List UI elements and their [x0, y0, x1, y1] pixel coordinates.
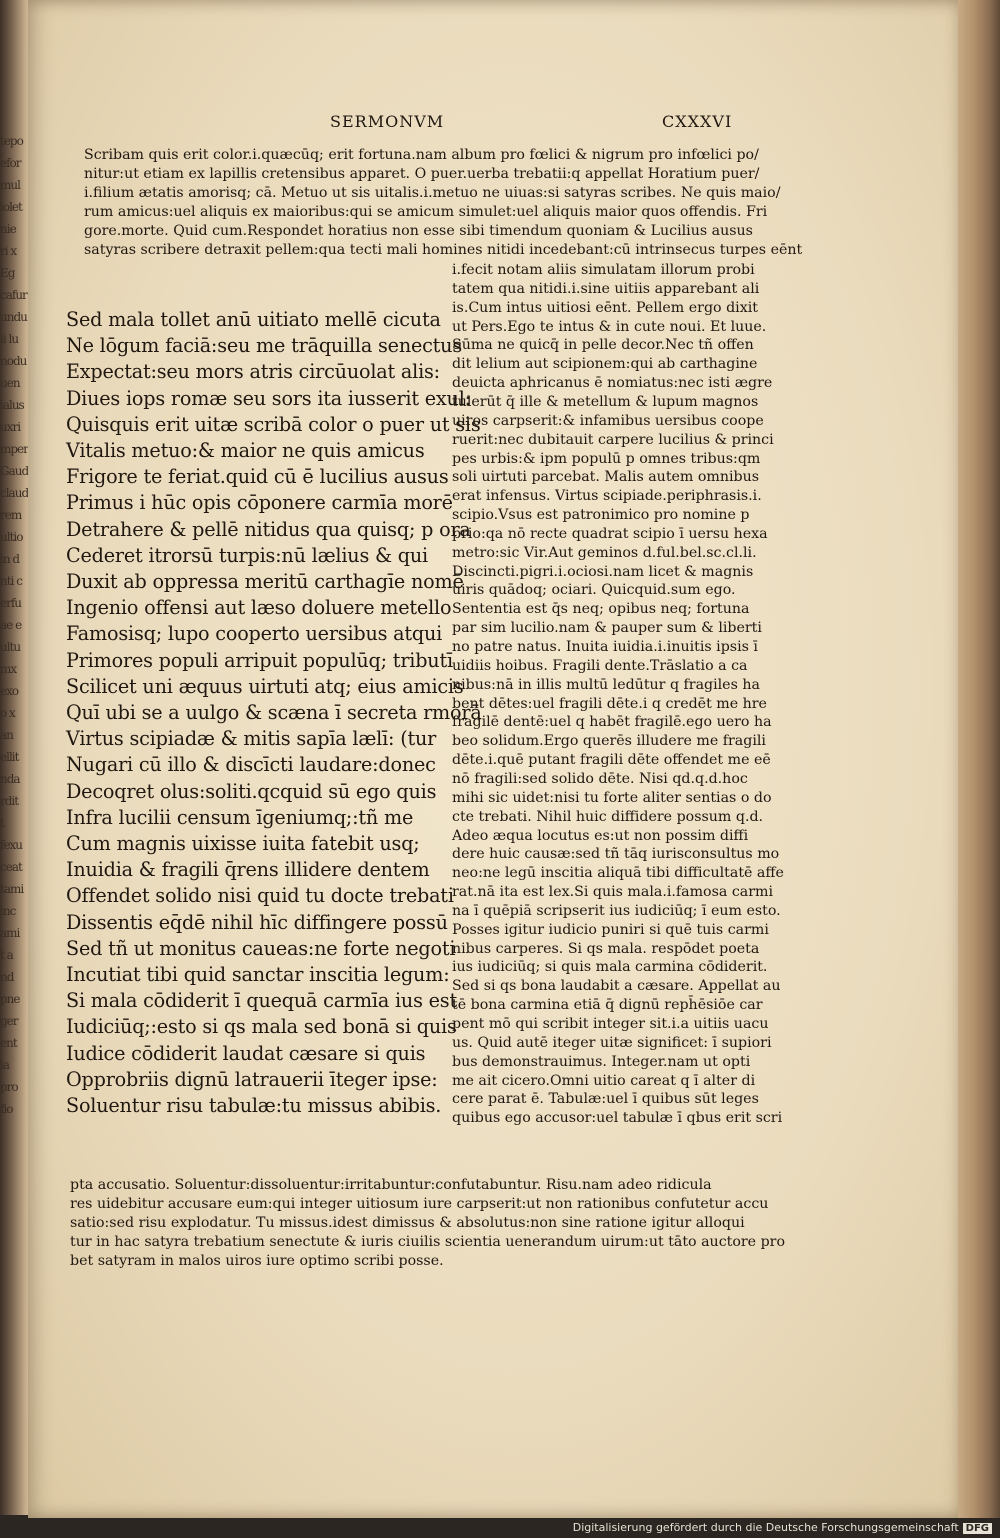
gloss-line: pes urbis:& ipm populū p omnes tribus:qm	[452, 450, 761, 467]
left-page-fragment: t a	[0, 948, 13, 962]
left-page-fragment: in d	[0, 552, 20, 566]
gloss-line: cte trebati. Nihil huic diffidere possum q.d.	[452, 808, 764, 825]
commentary-line: res uidebitur accusare eum:qui integer uitiosum iure carpserit:ut non rationibus confutetur accu	[70, 1196, 769, 1212]
gloss-line: is.Cum intus uitiosi eēnt. Pellem ergo dixit	[452, 299, 758, 316]
gloss-line: i.fecit notam aliis simulatam illorum probi	[452, 262, 755, 278]
gloss-line: erat infensus. Virtus scipiade.periphrasis.i.	[452, 488, 762, 505]
left-page-fragment: la	[0, 1058, 9, 1072]
verse-line: Famosisq; lupo cooperto uersibus atqui	[66, 622, 443, 646]
verse-line: Virtus scipiadæ & mitis sapīa lælī: (tur	[66, 727, 437, 751]
gloss-line: dere huic causæ:sed tñ tāq iurisconsultus mo	[452, 846, 780, 863]
gloss-line: neo:ne legū inscitia aliquā tibi difficultatē affe	[452, 865, 784, 882]
left-page-fragment: mul	[0, 178, 20, 192]
verse-line: Primus i hūc opis cōponere carmīa morē	[66, 491, 453, 515]
left-page-fragment: ialus	[0, 398, 24, 412]
gloss-line: Sententia est q̄s neq; opibus neq; fortuna	[452, 601, 750, 618]
verse-line: Diues iops romæ seu sors ita iusserit exul:	[66, 386, 471, 410]
left-page-fragment: t	[0, 816, 4, 830]
gloss-line: Sūma ne quicq̄ in pelle decor.Nec tñ offen	[452, 337, 754, 354]
left-page-fragment: rem	[0, 508, 22, 522]
fore-edge	[958, 0, 1000, 1518]
verse-line: Soluentur risu tabulæ:tu missus abibis.	[66, 1094, 442, 1117]
folio-number: CXXXVI	[662, 112, 733, 131]
left-page-fragment: pro	[0, 1080, 18, 1094]
gloss-line: Posses igitur iudicio puniri si quē tuis carmi	[452, 921, 769, 938]
left-page-fragment: nda	[0, 772, 20, 786]
gloss-line: bus demonstrauimus. Integer.nam ut opti	[452, 1053, 751, 1070]
gloss-line: par sim lucilio.nam & pauper sum & liberti	[452, 620, 762, 637]
gloss-line: cere parat ē. Tabulæ:uel ī quibus sūt leges	[452, 1091, 759, 1108]
verse-line: Opprobriis dignū latrauerii īteger ipse:	[66, 1067, 438, 1091]
verse-line: Dissentis eq̄dē nihil hīc diffingere possū	[66, 910, 448, 934]
verse-line: Iudice cōdiderit laudat cæsare si quis	[66, 1041, 426, 1065]
dfg-logo: DFG	[963, 1523, 992, 1534]
commentary-line: i.filium ætatis amorisq; cā. Metuo ut sis uitalis.i.metuo ne uiuas:si satyras scribes. Ne quis maio/	[84, 184, 781, 201]
gloss-line: uiris quādoq; ociari. Quicquid.sum ego.	[452, 582, 736, 599]
verse-line: Incutiat tibi quid sanctar inscitia legum:	[66, 963, 450, 986]
left-page-fragment: ae e	[0, 618, 22, 632]
left-page-fragment: tepo	[0, 134, 23, 148]
verse-line: Quisquis erit uitæ scribā color o puer ut sis	[66, 412, 481, 436]
left-page-fragment: ellit	[0, 750, 19, 764]
verse-line: Inuidia & fragili q̄rens illidere dentem	[66, 858, 430, 882]
left-page-fragment: Eg	[0, 266, 15, 280]
gloss-line: Adeo æqua locutus es:ut non possim diffi	[452, 827, 749, 844]
left-page-fragment: inc	[0, 904, 16, 918]
gloss-line: ut Pers.Ego te intus & in cute noui. Et luue.	[452, 318, 767, 335]
verse-line: Nugari cū illo & discīcti laudare:donec	[66, 753, 436, 777]
left-page-fragment: claud	[0, 486, 29, 500]
left-page-fragment: tami	[0, 882, 24, 896]
left-page-fragment: efor	[0, 156, 21, 170]
left-page-fragment: pne	[0, 992, 20, 1006]
gloss-line: uiros carpserit:& infamibus uersibus coope	[452, 412, 764, 429]
gloss-line: mihi sic uidet:nisi tu forte aliter sentias o do	[452, 789, 772, 806]
verse-line: Duxit ab oppressa meritū carthagīe nomē	[66, 570, 464, 593]
verse-line: Infra lucilii censum īgeniumq;:tñ me	[66, 805, 414, 829]
commentary-line: tur in hac satyra trebatium senectute & iuris ciuilis scientia uenerandum uirum:ut tāto auctore pro	[70, 1234, 785, 1250]
gloss-line: Discincti.pigri.i.ociosi.nam licet & magnis	[452, 563, 754, 580]
left-page-fragment: nd	[0, 970, 14, 984]
left-page-fragment: uen	[0, 376, 20, 390]
left-page-fragment: rdit	[0, 794, 19, 808]
gloss-line: beo solidum.Ergo querēs illudere me fragili	[452, 733, 766, 750]
commentary-line: rum amicus:uel aliquis ex maioribus:qui se amicum simulet:uel aliquis maior quos offendis. Fri	[84, 203, 768, 220]
left-page-fragment: ceat	[0, 860, 22, 874]
gloss-line: scipio.Vsus est patronimico pro nomine p	[452, 507, 750, 524]
left-page-fragment: nti c	[0, 574, 22, 588]
gloss-line: metro:sic Vir.Aut geminos d.ful.bel.sc.cl.li.	[452, 544, 757, 561]
left-page-fragment: iolet	[0, 200, 22, 214]
left-page-fragment: Gaud	[0, 464, 29, 478]
verse-line: Quī ubi se a uulgo & scæna ī secreta rmorā	[66, 701, 482, 724]
commentary-line: bet satyram in malos uiros iure optimo scribi posse.	[70, 1253, 444, 1269]
gloss-line: prio:qa nō recte quadrat scipio ī uersu hexa	[452, 525, 768, 542]
left-page-fragment: ultio	[0, 530, 23, 544]
gloss-line: us. Quid autē iteger uitæ significet: ī supiori	[452, 1034, 772, 1051]
commentary-line: nitur:ut etiam ex lapillis cretensibus apparet. O puer.uerba trebatii:q appellat Horatium puer/	[84, 165, 760, 182]
gloss-line: fragilē dentē:uel q habēt fragilē.ego uero ha	[452, 714, 772, 731]
verse-line: Iudiciūq;:esto si qs mala sed bonā si quis	[66, 1015, 457, 1039]
gloss-line: nibus:nā in illis multū ledūtur q fragiles ha	[452, 676, 760, 693]
gloss-line: Sed si qs bona laudabit a cæsare. Appellat au	[452, 978, 781, 995]
verse-line: Sed tñ ut monitus caueas:ne forte negoti	[66, 936, 456, 960]
left-page-fragment: fio	[0, 1102, 13, 1116]
left-page-fragment: ultu	[0, 640, 21, 654]
verse-line: Ne lōgum faciā:seu me trāquilla senectus	[66, 334, 462, 358]
left-page-fragment: mx	[0, 662, 17, 676]
verse-line: Offendet solido nisi quid tu docte trebati	[66, 884, 454, 908]
gloss-line: me ait cicero.Omni uitio careat q ī alter di	[452, 1072, 756, 1089]
gloss-line: deuicta aphricanus ē nomiatus:nec isti ægre	[452, 375, 773, 392]
credit-text: Digitalisierung gefördert durch die Deutsche Forschungsgemeinschaft	[572, 1521, 959, 1534]
left-page-fragment: ri x	[0, 244, 17, 258]
verse-line: Cederet itrorsū turpis:nū lælius & qui	[66, 543, 428, 567]
gloss-line: na ī quēpiā scripserit ius iudiciūq; ī eum esto.	[452, 902, 781, 919]
gloss-line: ruerit:nec dubitauit carpere lucilius & princi	[452, 431, 774, 448]
left-page-fragment: ger	[0, 1014, 18, 1028]
left-page-fragment: ii lu	[0, 332, 19, 346]
gloss-line: ius iudiciūq; si quis mala carmina cōdiderit.	[452, 959, 768, 976]
left-page-fragment: undu	[0, 310, 27, 324]
gloss-line: soli uirtuti parcebat. Malis autem omnibus	[452, 469, 760, 486]
gloss-line: no patre natus. Inuita iuidia.i.inuitis ipsis ī	[452, 639, 758, 655]
gloss-line: bent dētes:uel fragili dēte.i q credēt me hre	[452, 695, 767, 712]
verse-line: Detrahere & pellē nitidus qua quisq; p ora	[66, 517, 471, 541]
verse-line: Si mala cōdiderit ī quequā carmīa ius est	[66, 989, 457, 1013]
verse-line: Cum magnis uixisse iuita fatebit usq;	[66, 832, 420, 855]
verse-line: Primores populi arripuit populūq; tributī	[66, 648, 453, 672]
left-page-fragment: exo	[0, 684, 19, 698]
left-page-fragment: fexu	[0, 838, 23, 852]
left-page-fragment: ami	[0, 926, 20, 940]
verse-line: Ingenio offensi aut læso doluere metello	[66, 596, 452, 620]
gloss-line: tatem qua nitidi.i.sine uitiis apparebant ali	[452, 280, 760, 297]
gloss-line: quibus ego accusor:uel tabulæ ī qbus erit scri	[452, 1110, 783, 1127]
left-page-fragment: nie	[0, 222, 16, 236]
funding-credit	[573, 1521, 992, 1534]
gloss-line: dēte.i.quē putant fragili dēte offendet me eē	[452, 752, 771, 769]
gloss-line: dit lelium aut scipionem:qui ab carthagine	[452, 356, 758, 373]
gloss-line: tē bona carmina etiā q̄ dignū reph̄ēsiōe car	[452, 997, 763, 1014]
commentary-line: satyras scribere detraxit pellem:qua tecti mali homines nitidi incedebant:cū intrinsecus turpes eēnt	[84, 241, 803, 258]
commentary-line: pta accusatio. Soluentur:dissoluentur:irritabuntur:confutabuntur. Risu.nam adeo ridicula	[70, 1177, 712, 1193]
left-page-fragment: an	[0, 728, 13, 742]
gloss-line: rat.nā ita est lex.Si quis mala.i.famosa carmi	[452, 884, 774, 901]
verse-line: Expectat:seu mors atris circūuolat alis:	[66, 360, 440, 384]
gloss-line: tulerūt q̄ ille & metellum & lupum magnos	[452, 393, 759, 410]
gloss-line: pent mō qui scribit integer sit.i.a uitiis uacu	[452, 1016, 769, 1032]
left-page-fragment: uxri	[0, 420, 21, 434]
gloss-line: nō fragili:sed solido dēte. Nisi qd.q.d.hoc	[452, 770, 748, 787]
verse-line: Scilicet uni æquus uirtuti atq; eius amicis	[66, 674, 464, 698]
gloss-line: uidiis hoibus. Fragili dente.Trāslatio a ca	[452, 657, 748, 674]
verse-line: Decoqret olus:soliti.qcquid sū ego quis	[66, 779, 437, 803]
commentary-line: gore.morte. Quid cum.Respondet horatius non esse sibi timendum quoniam & Lucilius ausus	[84, 222, 753, 239]
left-page-fragment: cafur	[0, 288, 27, 302]
left-page-fragment: erfu	[0, 596, 22, 610]
verse-line: Sed mala tollet anū uitiato mellē cicuta	[66, 308, 441, 331]
left-page-fragment: nodu	[0, 354, 27, 368]
commentary-line: satio:sed risu explodatur. Tu missus.idest dimissus & absolutus:non sine ratione igitur alloqui	[70, 1215, 745, 1231]
verse-line: Vitalis metuo:& maior ne quis amicus	[66, 439, 425, 462]
commentary-line: Scribam quis erit color.i.quæcūq; erit fortuna.nam album pro fœlici & nigrum pro infœlici po/	[84, 147, 759, 163]
left-page-fragment: o x	[0, 706, 15, 720]
running-head: SERMONVM	[330, 112, 445, 131]
verse-line: Frigore te feriat.quid cū ē lucilius ausus	[66, 465, 449, 489]
gloss-line: nibus carperes. Si qs mala. respōdet poeta	[452, 940, 760, 957]
left-page-fragment: mper	[0, 442, 28, 456]
left-page-fragment: ent	[0, 1036, 17, 1050]
